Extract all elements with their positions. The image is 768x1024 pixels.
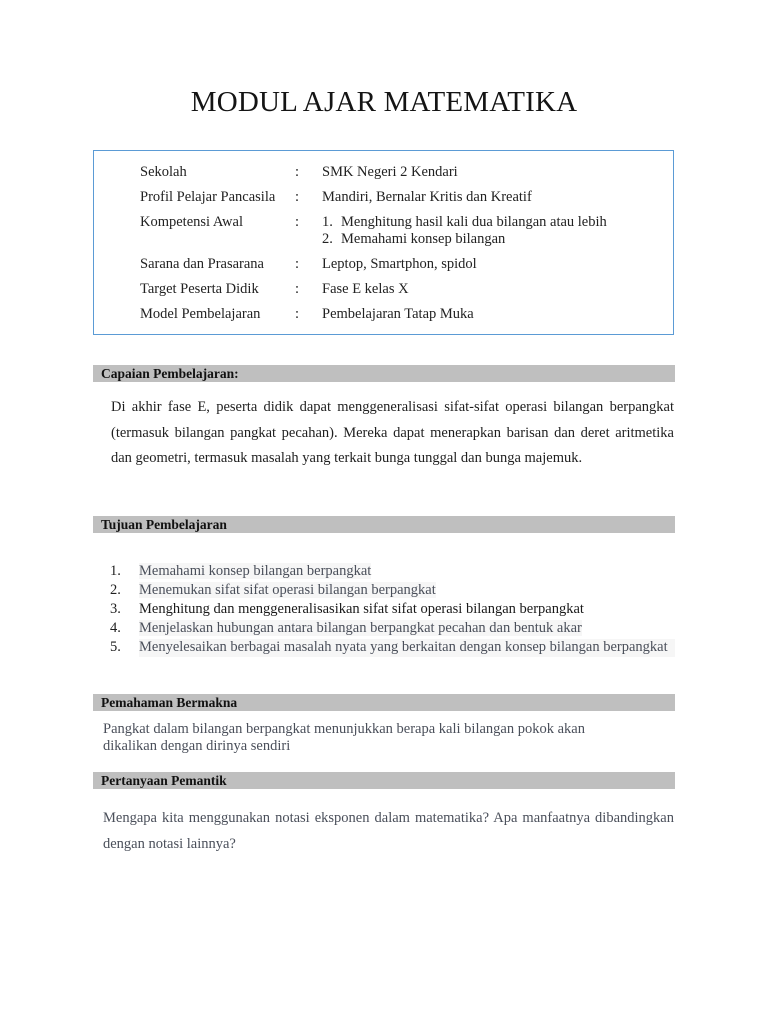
list-item: 4. Menjelaskan hubungan antara bilangan berpangkat pecahan dan bentuk akar: [110, 620, 582, 636]
section-heading-capaian: Capaian Pembelajaran:: [93, 365, 675, 382]
info-label: Target Peserta Didik: [140, 281, 259, 297]
info-colon: :: [295, 306, 300, 322]
info-label: Model Pembelajaran: [140, 306, 261, 322]
info-value: Pembelajaran Tatap Muka: [322, 306, 474, 322]
capaian-paragraph: Di akhir fase E, peserta didik dapat menggeneralisasi sifat-sifat operasi bilangan berpangkat (termasuk bilangan pangkat pecahan). Mereka dapat menerapkan barisan dan deret aritmetika dan geometri, termasuk masalah yang terkait bunga tunggal dan bunga majemuk.: [111, 399, 674, 466]
info-value: Leptop, Smartphon, spidol: [322, 256, 477, 272]
list-item: 1. Memahami konsep bilangan berpangkat: [110, 563, 372, 579]
section-heading-tujuan: Tujuan Pembelajaran: [93, 516, 675, 533]
list-item: 5. Menyelesaikan berbagai masalah nyata yang berkaitan dengan konsep bilangan berpangkat: [110, 639, 675, 657]
info-colon: :: [295, 189, 300, 205]
list-item: 2. Memahami konsep bilangan: [322, 231, 506, 247]
page-title: MODUL AJAR MATEMATIKA: [190, 86, 578, 118]
info-label: Profil Pelajar Pancasila: [140, 189, 276, 205]
info-colon: :: [295, 281, 300, 297]
info-colon: :: [295, 214, 300, 230]
list-item: 3. Menghitung dan menggeneralisasikan sifat sifat operasi bilangan berpangkat: [110, 601, 584, 617]
info-value: SMK Negeri 2 Kendari: [322, 164, 458, 180]
pertanyaan-paragraph: Mengapa kita menggunakan notasi eksponen dalam matematika? Apa manfaatnya dibandingkan dengan notasi lainnya?: [103, 810, 674, 852]
section-heading-pemahaman: Pemahaman Bermakna: [93, 694, 675, 711]
info-colon: :: [295, 256, 300, 272]
info-label: Kompetensi Awal: [140, 214, 243, 230]
list-item: 1. Menghitung hasil kali dua bilangan atau lebih: [322, 214, 607, 230]
info-box: [93, 150, 674, 335]
pemahaman-paragraph: Pangkat dalam bilangan berpangkat menunjukkan berapa kali bilangan pokok akan dikalikan dengan dirinya sendiri: [103, 721, 585, 754]
info-value: Mandiri, Bernalar Kritis dan Kreatif: [322, 189, 532, 205]
tujuan-list: [110, 563, 675, 658]
info-colon: :: [295, 164, 300, 180]
info-label: Sarana dan Prasarana: [140, 256, 264, 272]
info-value: Fase E kelas X: [322, 281, 409, 297]
list-item: 2. Menemukan sifat sifat operasi bilangan berpangkat: [110, 582, 436, 598]
info-label: Sekolah: [140, 164, 187, 180]
section-heading-pertanyaan: Pertanyaan Pemantik: [93, 772, 675, 789]
kompetensi-list: [322, 214, 607, 248]
